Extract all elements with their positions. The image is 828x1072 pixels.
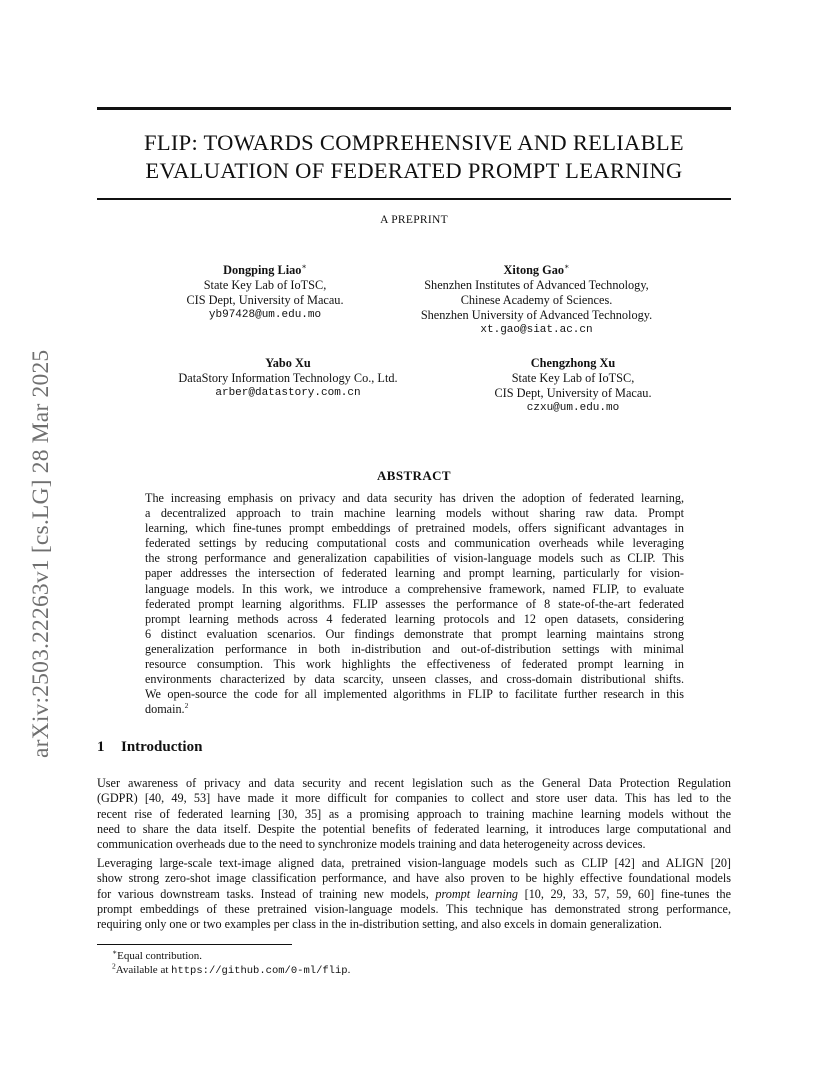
section-title: Introduction [121, 739, 203, 755]
footnote-mark: 2 [112, 961, 116, 971]
abstract-line: resource consumption. This work highlights the effectiveness of federated prompt learning in [145, 657, 684, 672]
footnote-ref[interactable]: 2 [184, 701, 189, 711]
footnote-text: Available at [115, 964, 172, 976]
author-block [450, 356, 696, 416]
abstract-line: We open-source the code for all implemented algorithms in FLIP to facilitate further research in this [145, 687, 684, 702]
footnote-text: Equal contribution. [117, 950, 203, 962]
author-block [130, 259, 400, 323]
abstract-line: 6 distinct evaluation scenarios. Our findings demonstrate that prompt learning maintains strong [145, 626, 684, 641]
author-block [150, 356, 426, 401]
section-number: 1 [97, 739, 105, 755]
abstract-line: prompt learning methods across 4 federated learning protocols and 12 open datasets, considering [145, 611, 684, 626]
arxiv-watermark: arXiv:2503.22263v1 [cs.LG] 28 Mar 2025 [28, 349, 54, 758]
body-line: communication overheads due to the need to synchronize models training and data heterogeneity across devices. [97, 837, 646, 852]
title-line-2: EVALUATION OF FEDERATED PROMPT LEARNING [145, 158, 683, 183]
author-name: Yabo Xu [265, 356, 311, 370]
footnote-url[interactable]: https://github.com/0-ml/flip [171, 965, 348, 977]
body-line: Leveraging large-scale text-image aligned data, pretrained vision-language models such as CLIP [42] and ALIGN [20] [97, 856, 731, 870]
author-name: Chengzhong Xu [530, 356, 616, 370]
author-affiliation: State Key Lab of IoTSC, [203, 278, 327, 293]
abstract-heading: ABSTRACT [377, 468, 451, 483]
equal-contribution-mark: ∗ [564, 262, 570, 271]
abstract-line: a decentralized approach to train machine learning models without sharing raw data. Prompt [145, 506, 684, 521]
footnote-text-end: . [347, 964, 351, 976]
author-affiliation: Chinese Academy of Sciences. [460, 293, 613, 308]
abstract-line: federated prompt learning algorithms. FLIP assesses the performance of 8 state-of-the-art federated [145, 596, 684, 611]
author-affiliation: Shenzhen University of Advanced Technology. [420, 308, 653, 323]
equal-contribution-mark: ∗ [301, 262, 307, 271]
title-bottom-rule [97, 198, 731, 200]
body-line: prompt embeddings of these pretrained vision-language models. This technique has demonstrated strong performance, [97, 901, 731, 916]
footnote-1 [112, 947, 203, 963]
body-line: requiring only one or two examples per class in the in-distribution setting, and also excels in domain generalization. [97, 917, 662, 932]
abstract-line: generalization performance in both in-distribution and out-of-distribution settings with minimal [145, 641, 684, 656]
author-email[interactable]: xt.gao@siat.ac.cn [480, 324, 593, 337]
body-text: for various downstream tasks. Instead of training new models, [97, 886, 436, 901]
body-line: (GDPR) [40, 49, 53] have made it more difficult for companies to collect and store user data. This has led to the [97, 791, 731, 806]
body-line: need to share the data itself. Despite the potential benefits of federated learning, it introduces large computational and [97, 821, 731, 836]
author-name: Xitong Gao [503, 263, 565, 278]
abstract-line: domain. [145, 702, 185, 717]
author-email[interactable]: yb97428@um.edu.mo [208, 309, 322, 322]
footnote-rule [97, 944, 292, 945]
author-affiliation: Shenzhen Institutes of Advanced Technology, [424, 278, 649, 293]
section-heading [97, 739, 202, 756]
author-affiliation: CIS Dept, University of Macau. [494, 386, 652, 400]
author-name: Dongping Liao [223, 263, 302, 278]
abstract-line: the strong performance and generalization capabilities of vision-language models such as CLIP. This [145, 551, 684, 566]
body-line: recent rise of federated learning [30, 35] as a promising approach to training machine learning models without the [97, 806, 731, 821]
footnote-mark: ∗ [112, 947, 118, 957]
abstract-line: learning, which fine-tunes prompt embeddings of pretrained models, offers significant advantages in [145, 521, 684, 536]
abstract-line: language models. In this work, we introduce a comprehensive framework, named FLIP, to evaluate [145, 581, 684, 596]
footnote-2 [112, 961, 351, 978]
body-line: show strong zero-shot image classification performance, and have also proven to be highly effective foundational models [97, 871, 731, 886]
author-email[interactable]: arber@datastory.com.cn [215, 387, 361, 399]
abstract-body [145, 491, 684, 717]
preprint-label: A PREPRINT [380, 214, 448, 226]
author-affiliation: State Key Lab of IoTSC, [511, 371, 635, 385]
body-line [97, 887, 731, 902]
author-email[interactable]: czxu@um.edu.mo [526, 402, 620, 414]
abstract-line: paper addresses the intersection of federated learning and prompt learning, particularly for vision- [145, 566, 684, 581]
intro-paragraph-1 [97, 776, 731, 852]
top-rule [97, 107, 731, 110]
body-line: User awareness of privacy and data security and recent legislation such as the General Data Protection Regulation [97, 776, 731, 790]
abstract-line: environments characterized by data scarcity, unseen classes, and cross-domain distributional shifts. [145, 672, 684, 687]
body-text: [10, 29, 33, 57, 59, 60] fine-tunes the [518, 886, 731, 901]
author-affiliation: DataStory Information Technology Co., Ltd. [178, 371, 398, 385]
intro-paragraph-2 [97, 856, 731, 932]
abstract-line: federated settings by reducing computational costs and communication overheads while leveraging [145, 536, 684, 551]
author-block [400, 259, 673, 338]
author-affiliation: CIS Dept, University of Macau. [186, 293, 344, 308]
abstract-line: The increasing emphasis on privacy and data security has driven the adoption of federated learning, [145, 491, 684, 505]
emphasis-text: prompt learning [435, 886, 519, 901]
title-line-1: FLIP: TOWARDS COMPREHENSIVE AND RELIABLE [144, 130, 684, 155]
